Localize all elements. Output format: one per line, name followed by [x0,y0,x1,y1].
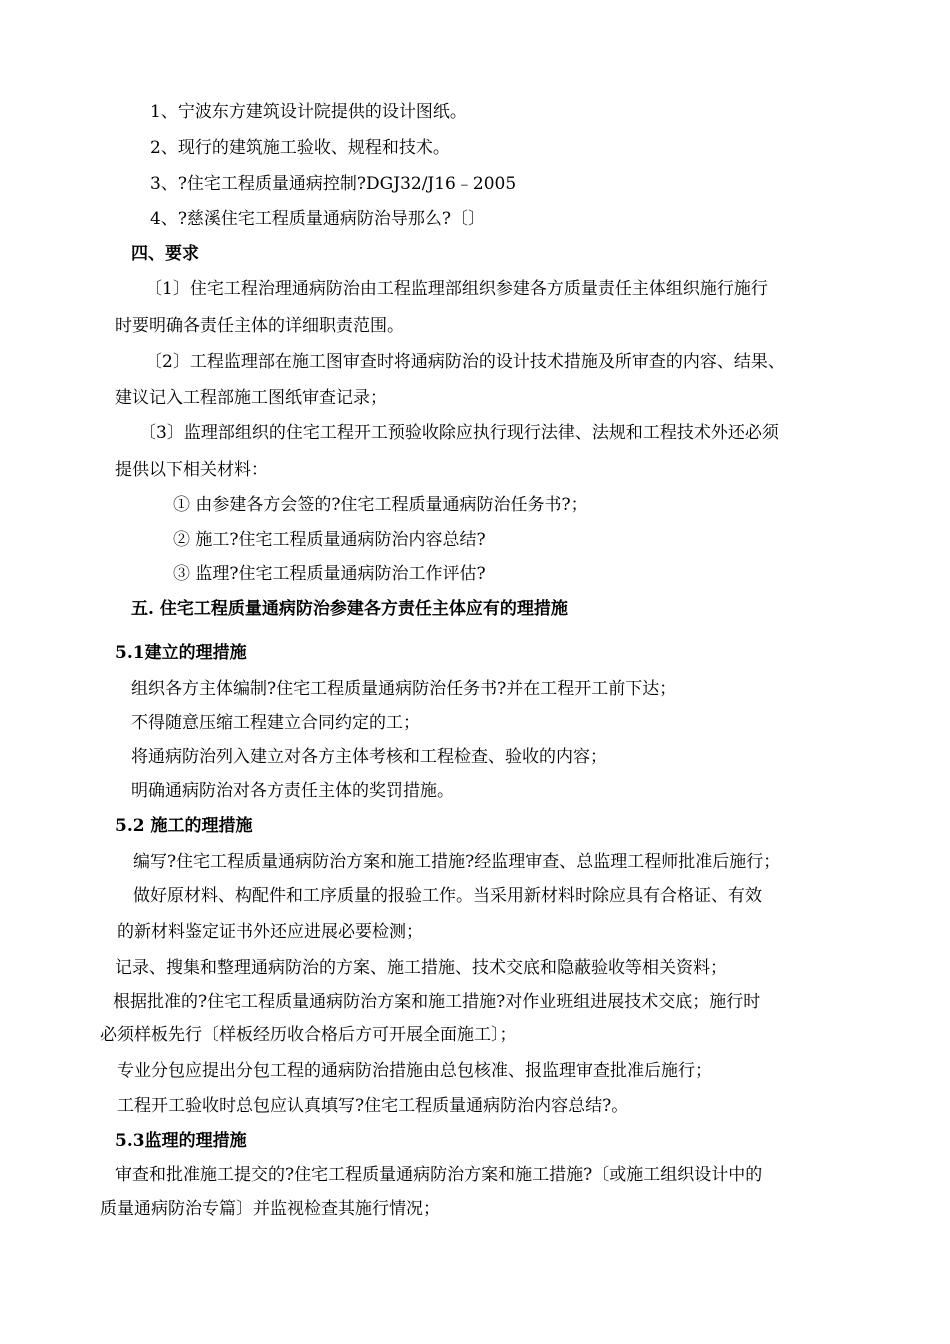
s53-item-1-line-2: 质量通病防治专篇〕并监视检查其施行情况； [100,1199,440,1219]
s51-item-1: 组织各方主体编制?住宅工程质量通病防治任务书?并在工程开工前下达； [131,679,677,699]
s52-item-6: 工程开工验收时总包应认真填写?住宅工程质量通病防治内容总结?。 [117,1096,629,1116]
s52-item-3: 记录、搜集和整理通病防治的方案、施工措施、技术交底和隐蔽验收等相关资料； [115,958,727,978]
s52-item-2-line-1: 做好原材料、构配件和工序质量的报验工作。当采用新材料时除应具有合格证、有效 [133,886,762,906]
s52-item-2-line-2: 的新材料鉴定证书外还应进展必要检测； [117,922,423,942]
req-1-line-2: 时要明确各责任主体的详细职责范围。 [115,316,404,336]
req-1-line-1: 〔1〕住宅工程治理通病防治由工程监理部组织参建各方质量责任主体组织施行施行 [145,279,768,299]
ref-item-3: 3、?住宅工程质量通病控制?DGJ32/J16﹣2005 [150,174,517,194]
s51-item-3: 将通病防治列入建立对各方主体考核和工程检查、验收的内容； [131,747,607,767]
req-2-line-2: 建议记入工程部施工图纸审查记录； [115,388,387,408]
heading-5-1: 5.1建立的理措施 [115,643,247,663]
s53-item-1-line-1: 审查和批准施工提交的?住宅工程质量通病防治方案和施工措施?〔或施工组织设计中的 [115,1165,763,1185]
s52-item-4-line-2: 必须样板先行〔样板经历收合格后方可开展全面施工〕； [100,1025,517,1045]
material-3: ③ 监理?住宅工程质量通病防治工作评估? [173,564,486,584]
s52-item-5: 专业分包应提出分包工程的通病防治措施由总包核准、报监理审查批准后施行； [117,1061,712,1081]
ref-item-1: 1、宁波东方建筑设计院提供的设计图纸。 [150,102,467,122]
req-3-line-2: 提供以下相关材料： [115,460,268,480]
heading-5: 五. 住宅工程质量通病防治参建各方责任主体应有的理措施 [131,599,568,619]
material-1: ① 由参建各方会签的?住宅工程质量通病防治任务书?； [173,495,588,515]
s52-item-4-line-1: 根据批准的?住宅工程质量通病防治方案和施工措施?对作业班组进展技术交底；施行时 [113,992,761,1012]
req-3-line-1: 〔3〕监理部组织的住宅工程开工预验收除应执行现行法律、法规和工程技术外还必须 [139,423,779,443]
s52-item-1: 编写?住宅工程质量通病防治方案和施工措施?经监理审查、总监理工程师批准后施行； [133,852,781,872]
req-2-line-1: 〔2〕工程监理部在施工图审查时将通病防治的设计技术措施及所审查的内容、结果、 [145,352,785,372]
s51-item-4: 明确通病防治对各方责任主体的奖罚措施。 [131,781,454,801]
ref-item-4: 4、?慈溪住宅工程质量通病防治导那么?〔〕 [150,209,486,229]
heading-4: 四、要求 [131,244,199,264]
s51-item-2: 不得随意压缩工程建立合同约定的工； [131,713,420,733]
material-2: ② 施工?住宅工程质量通病防治内容总结? [173,530,486,550]
heading-5-2: 5.2 施工的理措施 [115,816,253,836]
heading-5-3: 5.3监理的理措施 [115,1131,247,1151]
ref-item-2: 2、现行的建筑施工验收、规程和技术。 [150,138,450,158]
